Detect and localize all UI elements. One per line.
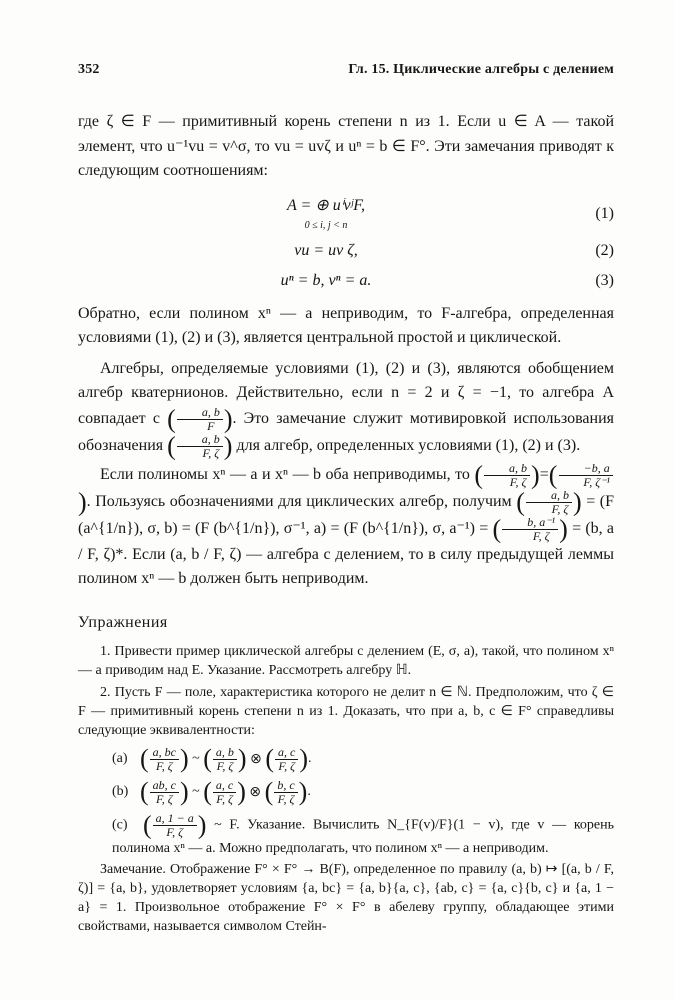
exercise-2a: (a) ( $\frac{a, bc}{F, \zeta}$ ) ~ ( $\frac{a, b}{F, \zeta}$ ) ⊗ ( $\frac{a, c}{F, \zeta}$ ) . <box>112 744 312 773</box>
equation-number: (1) <box>595 204 614 222</box>
equation-1: A = ⊕ uⁱvʲF, 0 ≤ i, j < n (1) <box>287 196 614 231</box>
exercise-1: 1. Привести пример циклической алгебры с делением (E, σ, a), такой, что полином xⁿ — a приводим над E. Указание. Рассмотреть алгебру ℍ. <box>78 643 614 678</box>
exercise-2b: (b) ( $\frac{ab, c}{F, \zeta}$ ) ~ ( $\frac{a, c}{F, \zeta}$ ) ⊗ ( $\frac{b, c}{F, \zeta}$ ) . <box>112 777 311 806</box>
converse-paragraph: Обратно, если полином xⁿ — a неприводим, то F-алгебра, определенная условиями (1), (2) и (3), является центральной простой и циклической. <box>78 304 614 346</box>
page <box>78 62 614 936</box>
exercises-heading: Упражнения <box>78 613 168 631</box>
chapter-title: Гл. 15. Циклические алгебры с делением <box>348 62 614 77</box>
equation-number: (2) <box>595 241 614 259</box>
equation-number: (3) <box>595 271 614 289</box>
exercise-2: 2. Пусть F — поле, характеристика которого не делит n ∈ ℕ. Предположим, что ζ ∈ F — примитивный корень степени n из 1. Доказать, что при a, b, c ∈ F° справедливы следующие эквивалентности: <box>78 684 614 738</box>
page-number: 352 <box>78 62 100 77</box>
equation-block <box>78 192 614 296</box>
intro-paragraph: где ζ ∈ F — примитивный корень степени n из 1. Если u ∈ A — такой элемент, что u⁻¹vu = v^σ, то vu = uvζ и uⁿ = b ∈ F°. Эти замечания приводят к следующим соотношениям: <box>78 113 614 179</box>
symbol-paragraph: Если полиномы xⁿ — a и xⁿ — b оба неприводимы, то ( $\frac{a, b}{F, \zeta}$ )=( $\frac{-b, a}{\text{F, ζ⁻¹}}$ ). Пользуясь обозначениями для циклических алгебр, получим ( $\frac{a, b}{F, \zeta}$ ) = (F (a^{1/n}), σ, b) = (F (b^{1/n}), σ⁻¹, a) = (F (b^{1/n}), σ, a⁻¹) = ( $\frac{\text{b, a⁻¹}}{F, \zeta}$ ) = (b, a / F, ζ)*. Если (a, b / F, ζ) — алгебра с делением, то в силу предыдущей леммы полином xⁿ — b должен быть неприводим. <box>78 460 615 587</box>
quaternion-paragraph: Алгебры, определяемые условиями (1), (2) и (3), являются обобщением алгебр кватернионов. Действительно, если n = 2 и ζ = −1, то алгебра A совпадает с ( $\frac{a, b}{F}$ ). Это замечание служит мотивировкой использования обозначения ( $\frac{a, b}{F, \zeta}$ ) для алгебр, определенных условиями (1), (2) и (3). <box>78 359 614 460</box>
equation-3: uⁿ = b, vⁿ = a. (3) <box>280 271 614 289</box>
remark-paragraph: Замечание. Отображение F° × F° → B(F), определенное по правилу (a, b) ↦ [(a, b / F, ζ)] = {a, b}, удовлетворяет условиям {a, bc} = {a, b}{a, c}, {ab, c} = {a, c}{b, c} и {a, 1 − a} = 1. Произвольное отображение F° × F° в абелеву группу, обладающее этими свойствами, называется символом Стейн- <box>78 861 614 934</box>
equation-2: vu = uv ζ, (2) <box>294 241 614 259</box>
exercise-2c: (c) ( $\frac{a, 1 - a}{F, \zeta}$ ) ~ F. Указание. Вычислить N_{F(v)/F}(1 − v), где v — корень полинома xⁿ — a. Можно предполагать, что полином xⁿ — a неприводим. <box>112 810 615 856</box>
running-header <box>78 62 614 78</box>
